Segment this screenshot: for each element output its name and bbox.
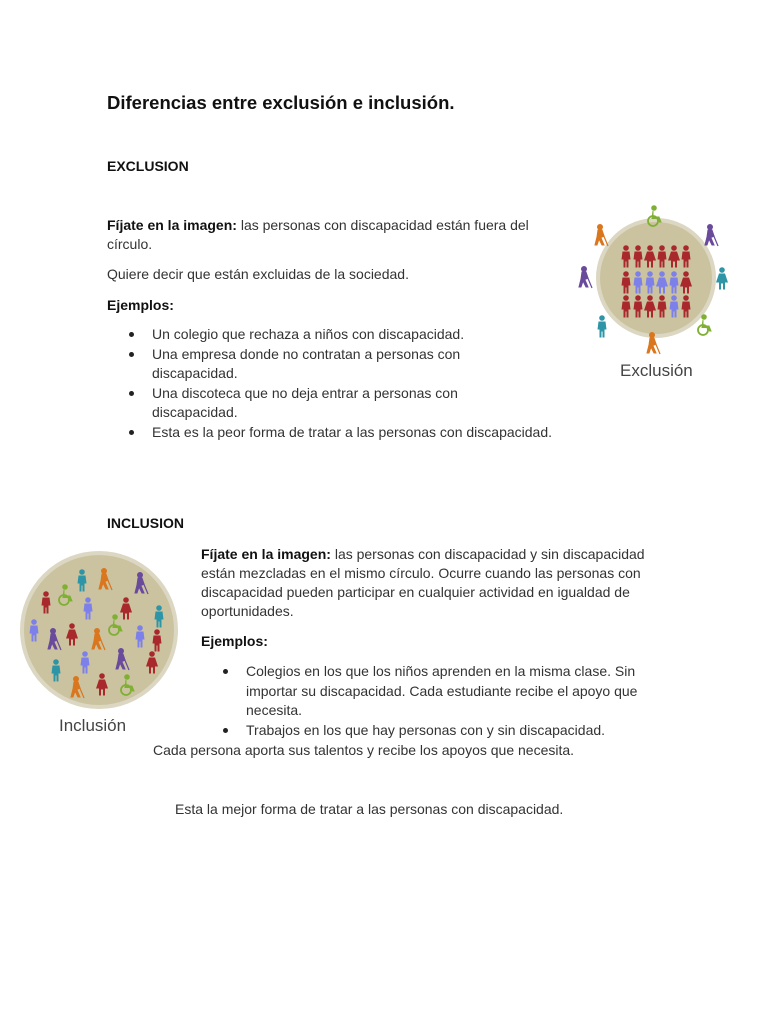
list-item: Una empresa donde no contratan a personas con discapacidad.	[107, 345, 502, 384]
inclusion-examples-list	[201, 662, 651, 740]
list-item: Una discoteca que no deja entrar a personas con discapacidad.	[107, 384, 502, 423]
list-item: Un colegio que rechaza a niños con discapacidad.	[107, 325, 532, 345]
list-item: Trabajos en los que hay personas con y sin discapacidad.	[201, 721, 696, 741]
exclusion-figure-caption: Exclusión	[620, 361, 693, 380]
inclusion-illustration	[18, 550, 183, 710]
inclusion-continuation: Cada persona aporta sus talentos y recibe los apoyos que necesita.	[153, 742, 575, 758]
list-item: Esta es la peor forma de tratar a las personas con discapacidad.	[107, 423, 652, 443]
exclusion-meaning: Quiere decir que están excluidas de la sociedad.	[107, 266, 409, 282]
inclusion-intro	[201, 545, 656, 621]
exclusion-intro	[107, 216, 547, 254]
document-title: Diferencias entre exclusión e inclusión.	[107, 92, 455, 113]
exclusion-intro-text: las personas con discapacidad están fuera del círculo.	[107, 217, 529, 252]
exclusion-intro-label: Fíjate en la imagen:	[107, 217, 237, 233]
inclusion-intro-label: Fíjate en la imagen:	[201, 546, 331, 562]
inclusion-figure	[18, 550, 183, 745]
inclusion-heading: INCLUSION	[107, 515, 184, 531]
exclusion-illustration	[570, 200, 750, 360]
exclusion-figure	[570, 200, 750, 390]
exclusion-heading: EXCLUSION	[107, 158, 189, 174]
list-item: Colegios en los que los niños aprenden en la misma clase. Sin importar su discapacidad. Cada estudiante recibe el apoyo que necesita.	[201, 662, 646, 721]
inclusion-intro-text: las personas con discapacidad y sin discapacidad están mezcladas en el mismo círculo. Ocurre cuando las personas con discapacidad pueden participar en cualquier actividad en igualdad de oportunidades.	[201, 546, 645, 619]
closing-statement: Esta la mejor forma de tratar a las personas con discapacidad.	[175, 801, 564, 817]
inclusion-figure-caption: Inclusión	[59, 716, 127, 735]
exclusion-examples-list	[107, 325, 607, 442]
exclusion-examples-label: Ejemplos:	[107, 297, 174, 313]
inclusion-examples-label: Ejemplos:	[201, 633, 268, 649]
